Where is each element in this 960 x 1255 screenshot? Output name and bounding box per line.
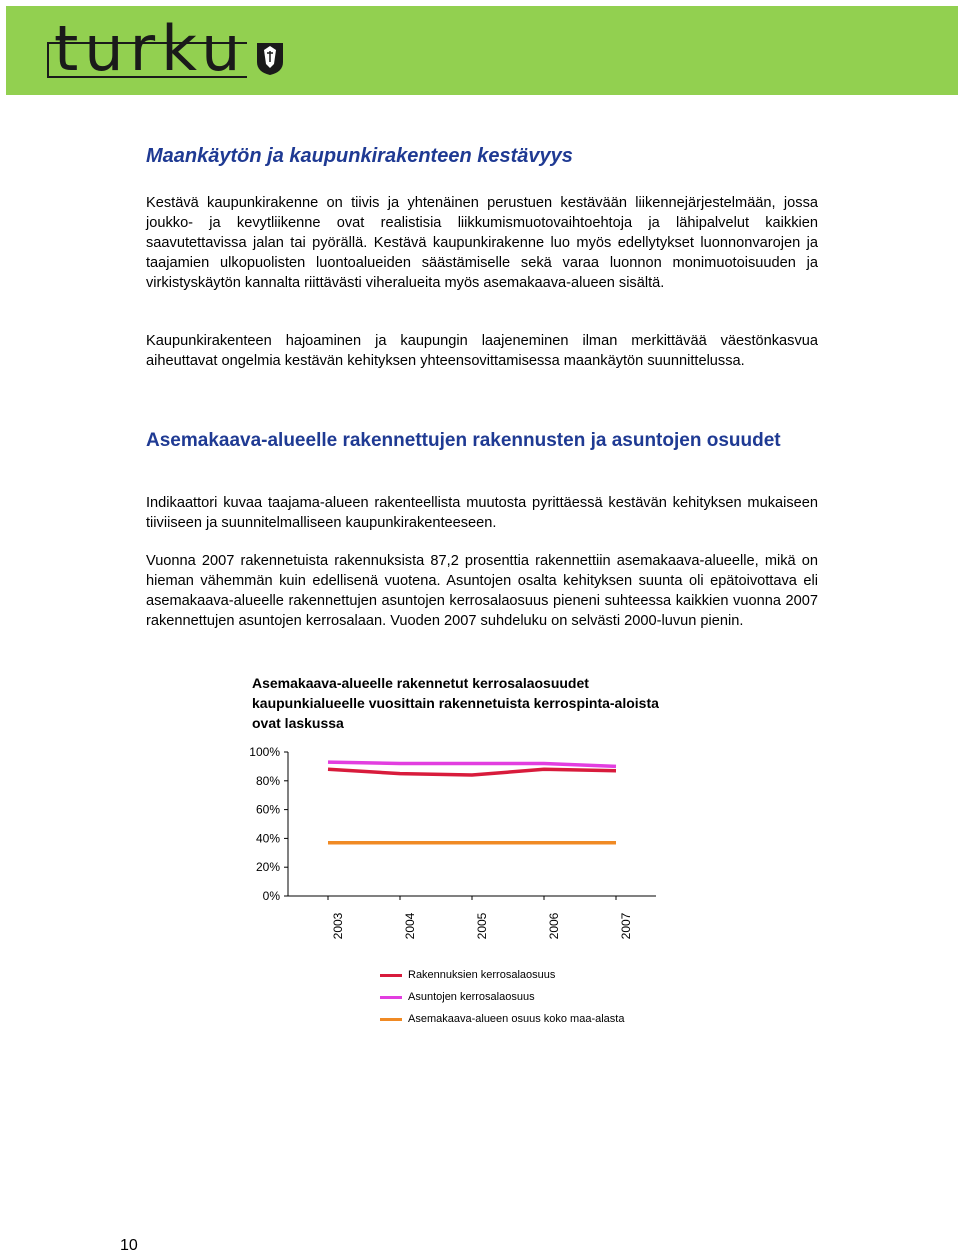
line-chart <box>236 740 686 940</box>
series-line <box>328 762 616 766</box>
y-tick-label: 0% <box>262 889 280 903</box>
chart-legend <box>380 966 680 1038</box>
legend-label: Asuntojen kerrosalaosuus <box>408 991 535 1003</box>
y-tick-label: 100% <box>249 745 280 759</box>
y-tick-label: 20% <box>255 860 280 875</box>
x-tick-label: 2004 <box>403 912 417 940</box>
indicator-paragraph-2: Vuonna 2007 rakennetuista rakennuksista 87,2 prosenttia rakennettiin asemakaava-alueelle, mikä on hieman vähemmän kuin edellisenä vuotena. Asuntojen osalta kehityksen suunta oli epätoivottava eli asemakaava-alueelle rakennettujen asuntojen kerrosalaosuus pieneni suhteessa kaikkien vuonna 2007 rakennettujen asuntojen kerrosalaan. Vuoden 2007 suhdeluku on selvästi 2000-luvun pienin. <box>146 553 818 629</box>
x-tick-label: 2005 <box>475 912 489 940</box>
indicator-paragraph-1: Indikaattori kuvaa taajama-alueen rakenteellista muutosta pyrittäessä kestävän kehityksen mukaiseen tiiviiseen ja suunnitelmalliseen kaupunkirakenteeseen. <box>146 495 818 531</box>
coat-of-arms-icon <box>256 42 284 76</box>
section-title: Maankäytön ja kaupunkirakenteen kestävyys <box>146 145 573 167</box>
legend-swatch <box>380 974 402 977</box>
chart-title: Asemakaava-alueelle rakennetut kerrosalaosuudet kaupunkialueelle vuosittain rakennetuista kerrospinta-aloista ovat laskussa <box>252 675 659 731</box>
x-tick-label: 2007 <box>619 912 633 940</box>
page-number: 10 <box>120 1237 138 1254</box>
legend-label: Rakennuksien kerrosalaosuus <box>408 969 556 981</box>
subsection-title: Asemakaava-alueelle rakennettujen rakennusten ja asuntojen osuudet <box>146 430 781 451</box>
series-line <box>328 769 616 775</box>
intro-paragraph-2: Kaupunkirakenteen hajoaminen ja kaupungin laajeneminen ilman merkittävää väestönkasvua aiheuttavat ongelmia kestävän kehityksen yhteensovittamisessa maankäytön suunnittelussa. <box>146 333 818 369</box>
legend-swatch <box>380 996 402 999</box>
header-banner <box>6 6 958 95</box>
y-tick-label: 40% <box>255 831 280 846</box>
y-tick-label: 80% <box>255 773 280 788</box>
turku-logo: turku <box>54 12 247 85</box>
y-tick-label: 60% <box>255 802 280 817</box>
intro-paragraph-1: Kestävä kaupunkirakenne on tiivis ja yhtenäinen perustuen kestävään liikennejärjestelmään, jossa joukko- ja kevytliikenne ovat realistisia liikkumismuotovaihtoehtoja ja lähipalvelut kaikkien saavutettavissa jalan tai pyörällä. Kestävä kaupunkirakenne luo myös edellytykset luonnonvarojen ja taajamien ulkopuolisten luontoalueiden säästämiselle sekä varaa luonnon monimuotoisuuden ja virkistyskäytön kannalta riittävästi viheralueita myös asemakaava-alueen sisältä. <box>146 195 818 291</box>
legend-swatch <box>380 1018 402 1021</box>
x-tick-label: 2006 <box>547 912 561 940</box>
x-tick-label: 2003 <box>331 912 345 940</box>
legend-label: Asemakaava-alueen osuus koko maa-alasta <box>408 1013 625 1025</box>
